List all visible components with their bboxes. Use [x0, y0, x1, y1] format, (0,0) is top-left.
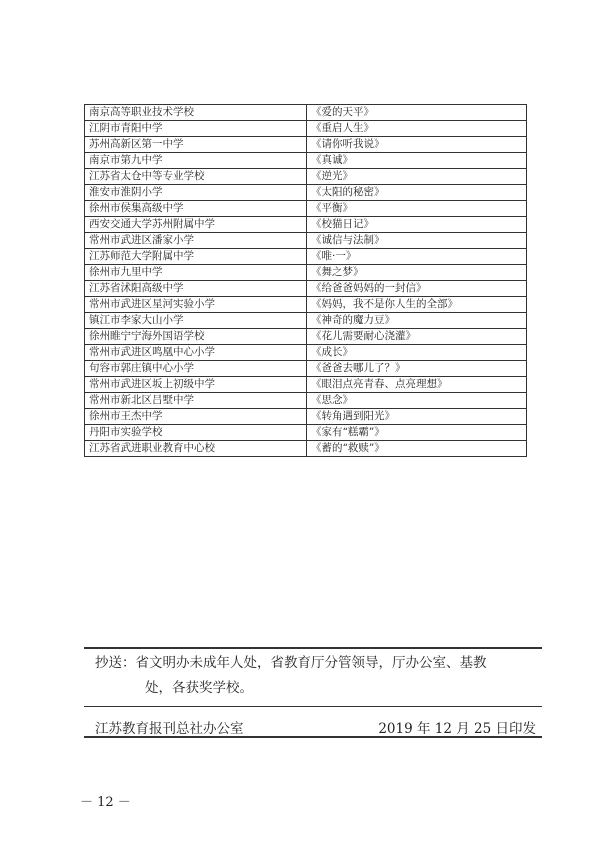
table-row [85, 297, 527, 313]
table-row [85, 105, 527, 121]
school-cell: 徐州睢宁宁海外国语学校 [85, 329, 307, 345]
work-title-cell: 《爸爸去哪儿了？》 [307, 361, 527, 377]
table-row [85, 265, 527, 281]
table-row [85, 313, 527, 329]
school-cell: 南京高等职业技术学校 [85, 105, 307, 121]
table-row [85, 169, 527, 185]
school-cell: 苏州高新区第一中学 [85, 137, 307, 153]
table-body [85, 105, 527, 457]
school-cell: 徐州市王杰中学 [85, 409, 307, 425]
school-cell: 南京市第九中学 [85, 153, 307, 169]
table-row [85, 217, 527, 233]
issue-date: 2019 年 12 月 25 日印发 [378, 721, 536, 737]
table-row [85, 329, 527, 345]
cc-block [95, 651, 535, 701]
school-cell: 常州市武进区鸣凰中心小学 [85, 345, 307, 361]
page-number: － 12 － [80, 795, 131, 810]
school-cell: 常州市武进区潘家小学 [85, 233, 307, 249]
work-title-cell: 《重启人生》 [307, 121, 527, 137]
work-title-cell: 《诚信与法制》 [307, 233, 527, 249]
work-title-cell: 《成长》 [307, 345, 527, 361]
work-title-cell: 《唯·一》 [307, 249, 527, 265]
table-row [85, 393, 527, 409]
work-title-cell: 《爱的天平》 [307, 105, 527, 121]
table-row [85, 137, 527, 153]
table-row [85, 233, 527, 249]
work-title-cell: 《太阳的秘密》 [307, 185, 527, 201]
cc-top-rule [84, 647, 542, 649]
work-title-cell: 《妈妈，我不是你人生的全部》 [307, 297, 527, 313]
cc-line-1: 抄送：省文明办未成年人处，省教育厅分管领导，厅办公室、基教 [95, 655, 487, 671]
footer-bottom-rule [84, 736, 542, 738]
school-cell: 江苏师范大学附属中学 [85, 249, 307, 265]
school-cell: 淮安市淮阴小学 [85, 185, 307, 201]
cc-line-2: 处，各获奖学校。 [145, 680, 253, 696]
work-title-cell: 《蓄的“救赎”》 [307, 441, 527, 457]
table-row [85, 249, 527, 265]
issuing-office: 江苏教育报刊总社办公室 [95, 721, 244, 737]
work-title-cell: 《转角遇到阳光》 [307, 409, 527, 425]
table-row [85, 185, 527, 201]
work-title-cell: 《花儿需要耐心浇灌》 [307, 329, 527, 345]
work-title-cell: 《真诚》 [307, 153, 527, 169]
school-cell: 镇江市李家大山小学 [85, 313, 307, 329]
work-title-cell: 《逆光》 [307, 169, 527, 185]
table-row [85, 281, 527, 297]
table-row [85, 441, 527, 457]
cc-bottom-rule [84, 706, 542, 707]
school-cell: 江苏省武进职业教育中心校 [85, 441, 307, 457]
school-cell: 徐州市侯集高级中学 [85, 201, 307, 217]
table-row [85, 409, 527, 425]
work-title-cell: 《给爸爸妈妈的一封信》 [307, 281, 527, 297]
school-cell: 江阴市青阳中学 [85, 121, 307, 137]
table-row [85, 377, 527, 393]
table-row [85, 121, 527, 137]
awards-table [84, 104, 527, 457]
work-title-cell: 《眼泪点亮青春、点亮理想》 [307, 377, 527, 393]
school-cell: 江苏省太仓中等专业学校 [85, 169, 307, 185]
work-title-cell: 《校猫日记》 [307, 217, 527, 233]
school-cell: 丹阳市实验学校 [85, 425, 307, 441]
school-cell: 句容市郭庄镇中心小学 [85, 361, 307, 377]
work-title-cell: 《舞之梦》 [307, 265, 527, 281]
table-row [85, 345, 527, 361]
work-title-cell: 《平衡》 [307, 201, 527, 217]
work-title-cell: 《请你听我说》 [307, 137, 527, 153]
school-cell: 常州市武进区星河实验小学 [85, 297, 307, 313]
school-cell: 西安交通大学苏州附属中学 [85, 217, 307, 233]
work-title-cell: 《神奇的魔力豆》 [307, 313, 527, 329]
school-cell: 常州市武进区坂上初级中学 [85, 377, 307, 393]
school-cell: 江苏省沭阳高级中学 [85, 281, 307, 297]
school-cell: 徐州市九里中学 [85, 265, 307, 281]
work-title-cell: 《思念》 [307, 393, 527, 409]
table-row [85, 201, 527, 217]
table-row [85, 153, 527, 169]
table-row [85, 425, 527, 441]
table-row [85, 361, 527, 377]
school-cell: 常州市新北区吕墅中学 [85, 393, 307, 409]
work-title-cell: 《家有“糕霸”》 [307, 425, 527, 441]
